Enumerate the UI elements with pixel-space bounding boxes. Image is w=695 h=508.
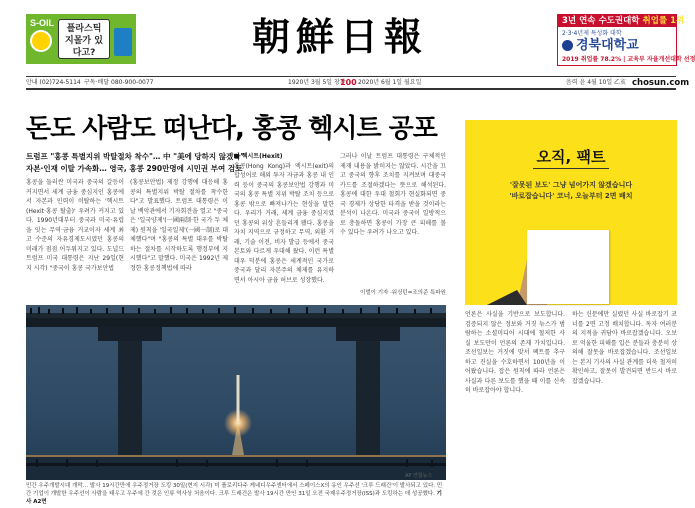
issue-date: 2020년 6월 1일 월요일: [358, 79, 422, 86]
contact-number: 안내 (02)724-5114: [26, 79, 81, 86]
masthead: [0, 0, 695, 72]
caption-link[interactable]: 기사 A2면: [26, 491, 442, 505]
article-column-3: [234, 152, 334, 298]
ad-right-prefix: 3년 연속 수도권대학: [562, 16, 640, 26]
brand-logo-icon: [30, 30, 52, 52]
right-column-b: 하는 신문에만 실렸던 사실 바로잡기 코너를 2면 고정 배치합니다. 독자 여러분의 지적을 귀담아 바로잡겠습니다. 오보로 억울한 피해를 입은 분들과 충분히 상의해 잘못을 바로잡겠습니다. 조선일보는 본지 기사의 사실 관계를 더욱 철저히 확인하고, 잘못이 발견되면 반드시 바로잡겠습니다.: [572, 311, 677, 385]
article-column-2: (홍콩보안법) 제정 강행에 대응해 홍콩의 특별지위 박탈 절차를 착수한다"고 발표했다. 트럼프 대통령은 이날 백악관에서 기자회견을 열고 "중국은 '일국양제'(一國兩制·한 국가 두 체제) 원칙을 '일국일제'(一國一制)로 대체했다"며 "홍콩의 특별 대우를 박탈하는 절차를 시작하도록 행정부에 지시했다"고 말했다. 미국은 1992년 제정한 홍콩정책법에 따라: [130, 179, 229, 272]
paper-card: [527, 230, 609, 304]
ad-right-highlight: 취업률 1위: [642, 16, 685, 26]
subscription-number: 구독·배달 080-900-0077: [84, 79, 154, 86]
subhead-line-1: 트럼프 "홍콩 특별지위 박탈절차 착수"… 中 "美에 당하지 않겠다": [26, 152, 245, 161]
ad-right-top: [558, 15, 685, 27]
site-link[interactable]: chosun.com: [632, 78, 690, 88]
promo-desc-line-1: '잘못된 보도' 그냥 넘어가지 않겠습니다: [509, 181, 633, 189]
photo-credit: AP 연합뉴스: [405, 473, 433, 479]
main-headline[interactable]: 돈도 사람도 떠난다, 홍콩 헥시트 공포: [26, 114, 437, 144]
article-column-4: 그러나 이날 트럼프 대통령은 구체적인 제재 내용을 밝히지는 않았다. 시간을 끄고 중국의 향후 조치를 지켜보며 대중국 카드를 조절하겠다는 뜻으로 해석된다. 홍콩에 대한 우대 철회가 현실화되면 중국 경제가 상당한 타격을 받을 것이라는 분석이 나온다. 미국과 중국이 일방적으로 충돌하면 홍콩이 가장 큰 피해를 볼 수 있다는 우려가 나오고 있다.: [340, 153, 446, 236]
subhead-line-2: 자본·인재 이탈 가속화… 영국, 홍콩 290만명에 시민권 부여 검토: [26, 164, 243, 173]
ad-brand: S-OIL: [30, 18, 54, 28]
photo-caption: [26, 482, 446, 506]
ad-right-sub: 2·3·4년제 특성화 대학: [562, 30, 622, 37]
ad-speech-bubble: 플라스틱 지몰가 있다고?: [58, 19, 110, 59]
newspaper-logo[interactable]: 朝鮮日報: [251, 14, 428, 59]
lunar-date: 음력 윤 4월 10일 乙亥: [566, 79, 627, 86]
centennial-badge: 100: [340, 78, 357, 87]
university-emblem-icon: [562, 40, 573, 51]
rocket-launch-photo[interactable]: [26, 305, 446, 480]
article-byline: 이벌이 기자 ·워싱턴=조의준 특파원: [360, 290, 446, 296]
recycle-bin-icon: [114, 28, 132, 56]
ad-right-name: [558, 38, 676, 53]
promo-description: [479, 180, 663, 202]
subheadline: [26, 151, 256, 175]
ad-right-bottom: 2019 취업률 78.2% | 교육부 자율개선대학 선정: [562, 56, 695, 63]
founded-date: 1920년 3월 5일 창간: [288, 79, 346, 86]
promo-desc-line-2: '바로잡습니다' 코너, 오늘부터 2면 배치: [509, 192, 633, 200]
info-bar: [26, 76, 690, 90]
promo-title: 오직, 팩트: [536, 148, 606, 166]
caption-text: 민간 우주개발시대 개막… 발사 19시간만에 우주정거장 도킹 30일(현지 시각) 미 플로리다주 케네디우주센터에서 스페이스X의 유인 우주선 '크루 드래건'이 발사되고 있다. 민간 기업이 개발한 우주선이 사람을 태우고 우주에 간 것은 인류 역사상 처음이다. 크루 드래건은 발사 19시간 만인 31일 오전 국제우주정거장(ISS)과 도킹하는 데 성공했다.: [26, 483, 443, 497]
university-name: 경북대학교: [576, 38, 639, 53]
ad-banner-left[interactable]: [26, 14, 136, 64]
article-column-1: 홍콩을 둘러싼 미국과 중국의 갈등이 커지면서 세계 금융 중심지인 홍콩에서 자본과 인력이 이탈하는 '헥시트(Hexit·홍콩 탈출)' 우려가 커지고 있다. 1990년대부터 중국과 미국·유럽을 잇는 무역·금융 거교이자 세계 최고 수준의 자유경제도시였던 홍콩의 미래가 점점 어두워지고 있다. 도널드 트럼프 미국 대통령은 지난 29일(현지 시각) "중국이 홍콩 국가보안법: [26, 179, 124, 272]
glossary-text: 홍콩(Hong Kong)과 엑시트(exit)의 합성어로 해외 투자 자금과 홍콩 내 인력 등이 중국의 홍콩보안법 강행과 미국의 홍콩 특별 지위 박탈 조치 등으로 홍콩 밖으로 빠져나가는 현상을 말한다. 우리가 거래, 세계 금융 중심지였던 홍콩의 위상 흔들리게 됐다. 홍콩을 자치 지역으로 규정하고 무역, 외환 거래, 기술 이전, 비자 발급 등에서 중국 본토와 다르게 우대해 왔다. 이런 특별 대우 덕분에 홍콩은 세계적인 국가로 중국과 달리 자본주의 체제를 유지하면서 아시아 금융 허브로 성장했다.: [234, 162, 334, 284]
promo-divider: [533, 168, 609, 169]
ad-banner-right[interactable]: [557, 14, 695, 66]
right-column-a: 언론은 사실을 기반으로 보도합니다. 검증되지 않은 정보와 거짓 뉴스가 범람하는 소셜미디어 시대에 철저한 사실 보도만이 언론의 존재 가치입니다. 조선일보는 거짓에 맞서 팩트를 추구하고 진실을 수호하면서 100년을 이어왔습니다. 잡은 원칙에 따라 언론은 사실과 다른 보도를 했을 때 이를 신속히 바로잡아야 합니다.: [465, 311, 565, 394]
glossary-title: ■ 헥시트(Hexit): [234, 153, 283, 160]
